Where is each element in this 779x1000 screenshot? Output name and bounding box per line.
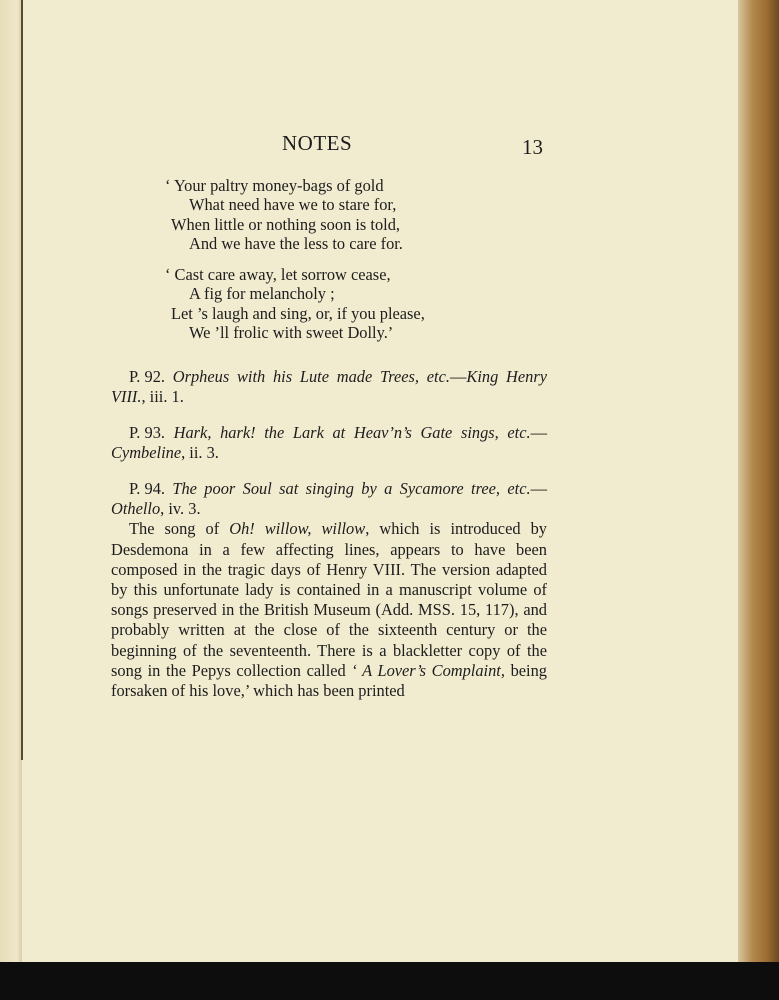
play-title: King Henry VIII. — [111, 367, 547, 407]
binding-gutter-line — [21, 0, 23, 760]
verse-line: What need have we to stare for, — [189, 195, 397, 215]
verse-line: A fig for melancholy ; — [189, 284, 335, 304]
note-page-reference: P. 92. — [129, 367, 165, 387]
verse-stanza — [165, 176, 547, 253]
song-title: The poor Soul sat singing by a Sycamore tree, etc. — [172, 479, 531, 499]
act-scene-citation: , iv. 3. — [160, 499, 201, 519]
verse-line: ‘ Cast care away, let sorrow cease, — [165, 265, 391, 285]
song-title: Oh! willow, willow — [229, 519, 366, 539]
scan-bottom-border — [0, 962, 779, 1000]
song-title: Hark, hark! the Lark at Heav’n’s Gate sings, etc. — [173, 423, 531, 443]
note-entry — [111, 367, 547, 407]
running-head: NOTES — [282, 131, 353, 155]
book-edge — [738, 0, 779, 962]
paragraph-text: , which is introduced by Desdemona in a few affecting lines, appears to have been composed in the tragic days of Henry VIII. The version adapted by this unfortunate lady is contained in a manuscript volume of songs preserved in the British Museum (Add. MSS. 15, 117), and probably written at the close of the sixteenth century or the beginning of the seventeenth. There is a blackletter copy of the song in the Pepys collection called — [111, 519, 547, 680]
note-page-reference: P. 94. — [129, 479, 165, 499]
act-scene-citation: , ii. 3. — [181, 443, 219, 463]
paragraph-text: The song of — [129, 519, 230, 539]
play-title: Cymbeline — [111, 443, 182, 463]
verse-line: We ’ll frolic with sweet Dolly.’ — [189, 323, 394, 343]
em-dash: — — [530, 479, 547, 499]
page-number: 13 — [522, 135, 543, 159]
play-title: Othello — [111, 499, 161, 519]
note-entry — [111, 423, 547, 463]
act-scene-citation: , iii. 1. — [141, 387, 184, 407]
page-body — [111, 176, 547, 701]
verse-line: Let ’s laugh and sing, or, if you please, — [171, 303, 425, 323]
notes-list — [111, 367, 547, 519]
quoted-verses — [111, 176, 547, 342]
verse-line: When little or nothing soon is told, — [171, 214, 400, 234]
verse-line: ‘ Your paltry money-bags of gold — [165, 176, 384, 195]
em-dash: — — [530, 423, 548, 443]
note-page-reference: P. 93. — [129, 423, 165, 443]
verse-stanza — [165, 265, 547, 343]
paragraph-text: being forsaken of his love,’ which has been printed — [111, 660, 547, 700]
commentary-paragraph — [111, 519, 547, 701]
song-title: Orpheus with his Lute made Trees, etc. — [172, 367, 450, 387]
verse-line: And we have the less to care for. — [189, 233, 403, 253]
em-dash: — — [450, 367, 467, 387]
note-entry — [111, 479, 547, 519]
ballad-title: ‘ A Lover’s Complaint, — [351, 660, 505, 680]
